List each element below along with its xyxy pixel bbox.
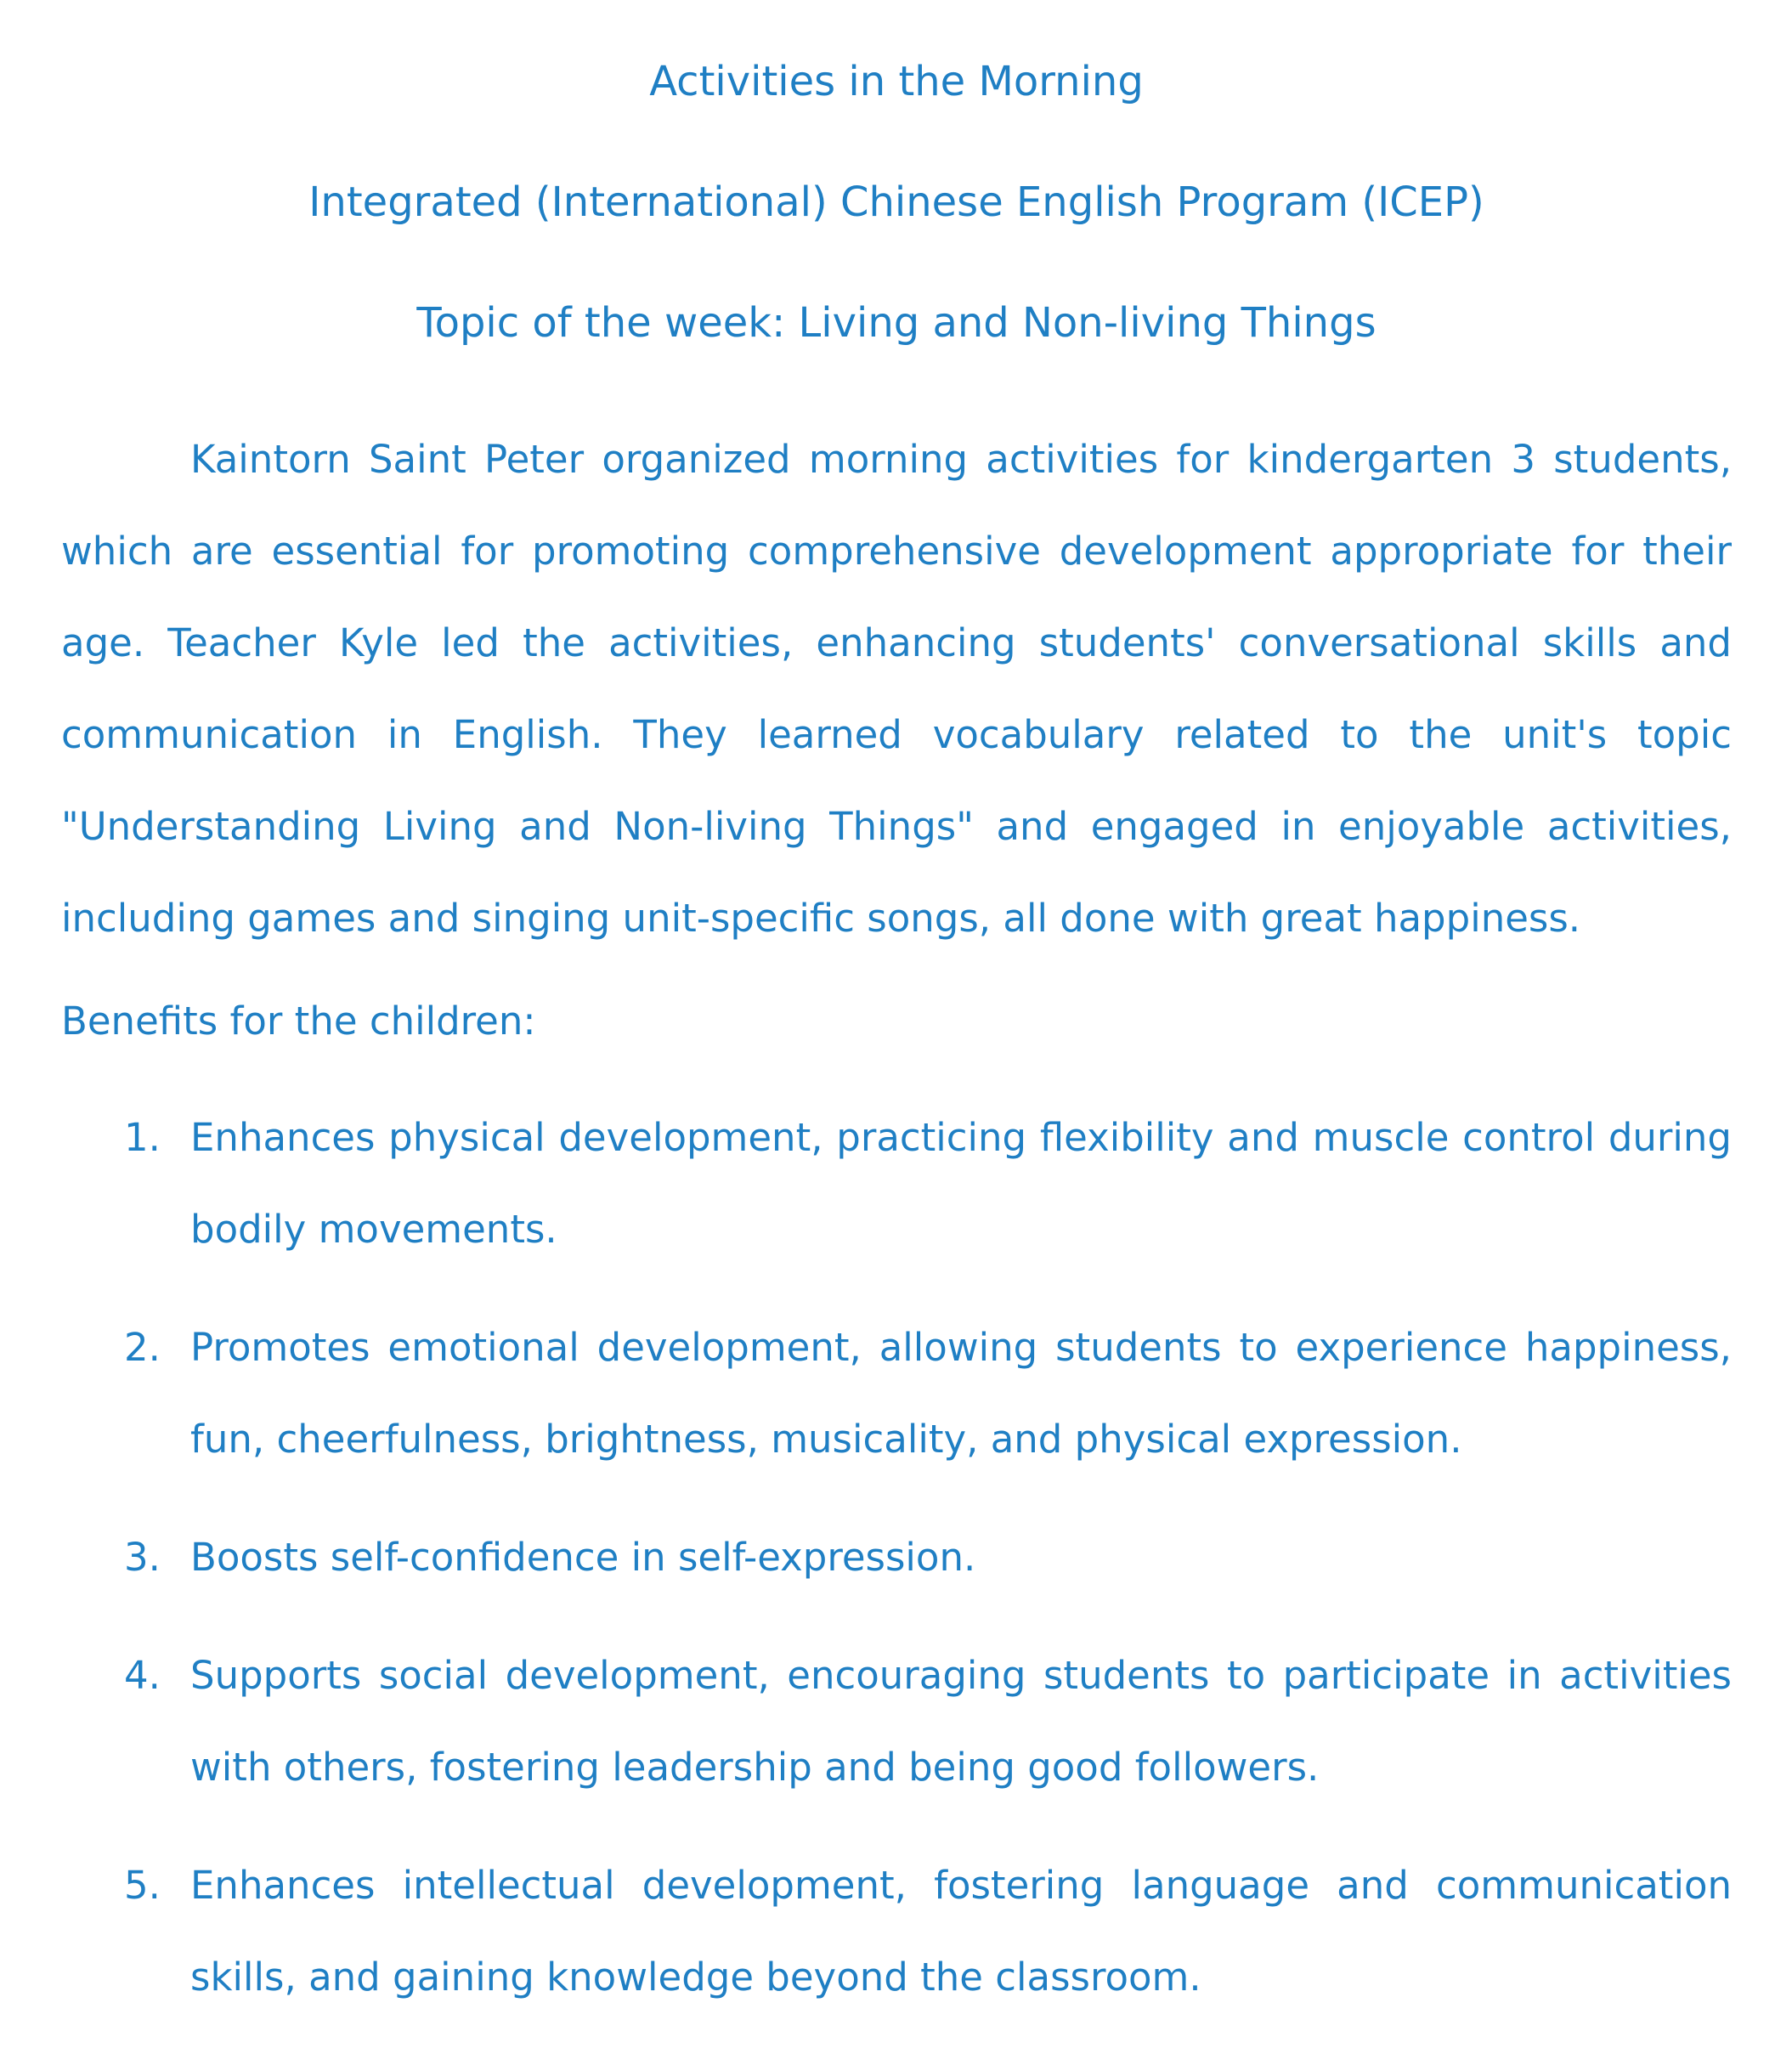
benefit-item [61, 1302, 1732, 1485]
benefit-number: 4. [124, 1653, 161, 1698]
document-page [61, 0, 1732, 2065]
benefit-number: 3. [124, 1535, 161, 1580]
benefit-text: Enhances intellectual development, fostering language and communication skills, and gaining knowledge beyond the classroom. [190, 1863, 1732, 2000]
benefit-number: 2. [124, 1325, 161, 1370]
benefit-item [61, 1630, 1732, 1813]
topic-of-week: Topic of the week: Living and Non-living Things [416, 299, 1377, 347]
benefits-heading: Benefits for the children: [61, 999, 536, 1044]
intro-paragraph: Kaintorn Saint Peter organized morning activities for kindergarten 3 students, which are essential for promoting comprehensive development appropriate for their age. Teacher Kyle led the activities, enhancing students' conversational skills and communication in English. They learned vocabulary related to the unit's topic "Understanding Living and Non-living Things" and engaged in enjoyable activities, including games and singing unit-specific songs, all done with great happiness. [61, 437, 1732, 941]
benefit-number: 1. [124, 1115, 161, 1160]
benefit-number: 5. [124, 1863, 161, 1908]
benefit-text: Promotes emotional development, allowing students to experience happiness, fun, cheerfulness, brightness, musicality, and physical expression. [190, 1325, 1732, 1462]
benefit-item [61, 1512, 1732, 1604]
program-name: Integrated (International) Chinese English Program (ICEP) [308, 178, 1484, 226]
benefits-list [61, 1092, 1732, 2050]
benefit-item [61, 1092, 1732, 1276]
benefit-text: Boosts self-confidence in self-expression. [190, 1535, 976, 1580]
benefit-text: Supports social development, encouraging students to participate in activities with others, fostering leadership and being good followers. [190, 1653, 1732, 1790]
benefit-item [61, 1840, 1732, 2023]
document-title: Activities in the Morning [649, 58, 1144, 105]
benefit-text: Enhances physical development, practicing flexibility and muscle control during bodily movements. [190, 1115, 1732, 1252]
